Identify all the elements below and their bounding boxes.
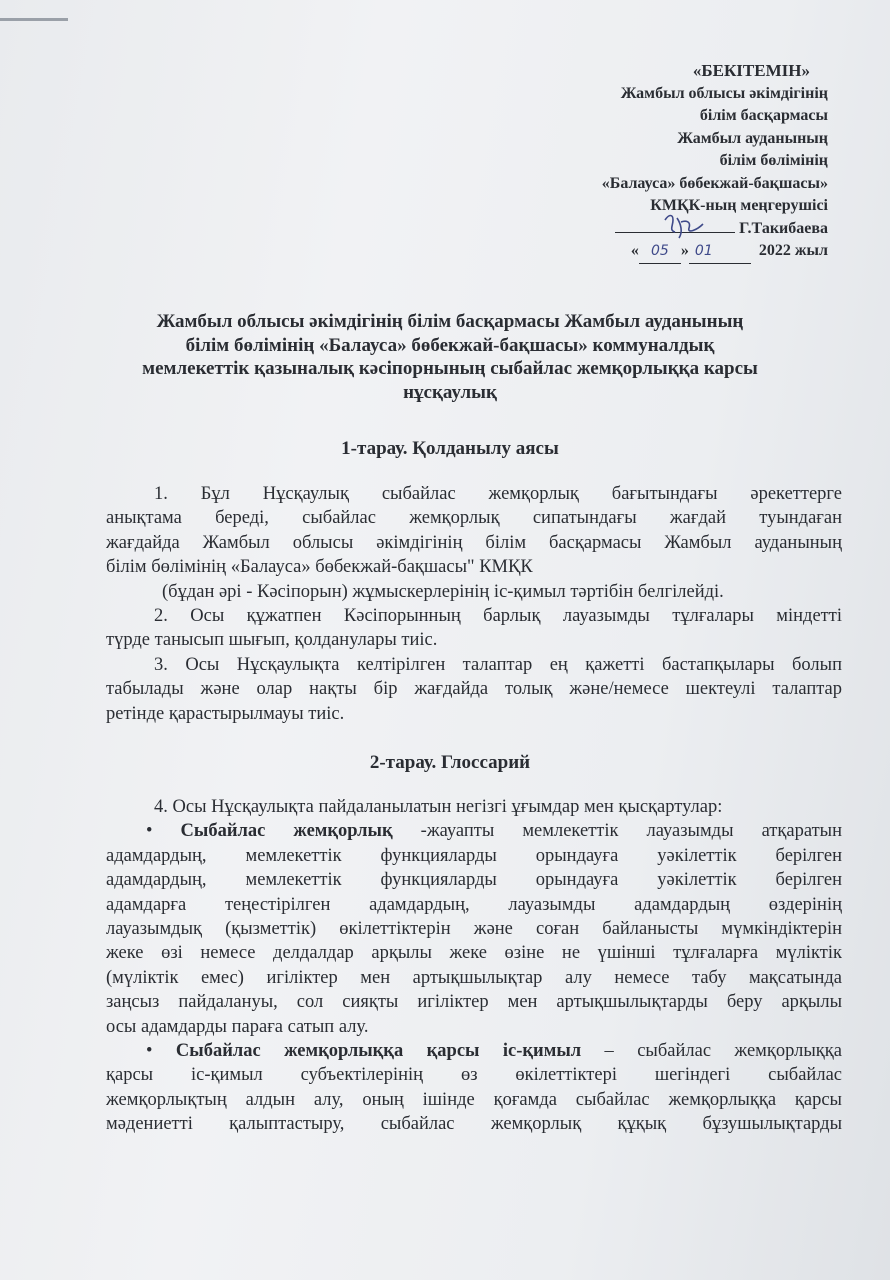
approval-line: білім басқармасы bbox=[699, 107, 828, 124]
bullet-item-first-line: • Сыбайлас жемқорлық -жауапты мемлекеттік лауазымды атқаратын bbox=[146, 821, 842, 842]
signature-row bbox=[488, 218, 828, 241]
paragraph-line: анықтама береді, сыбайлас жемқорлық сипатындағы жағдай туындаған bbox=[106, 508, 842, 529]
paragraph-line: табылады және олар нақты бір жағдайда толық және/немесе шектеулі талаптар bbox=[106, 679, 842, 700]
handwritten-signature bbox=[659, 210, 719, 240]
date-row bbox=[488, 240, 828, 264]
title-line: Жамбыл облысы әкімдігінің білім басқармасы Жамбыл ауданының bbox=[156, 311, 744, 332]
paragraph-line: 2. Осы құжатпен Кәсіпорынның барлық лауазымды тұлғалары міндетті bbox=[154, 606, 842, 627]
approval-line: білім бөлімінің bbox=[719, 152, 828, 169]
paragraph-line: жеке өзі немесе делдалдар арқылы жеке өзіне не үшінші тұлғаларға мүліктік bbox=[106, 943, 842, 964]
paragraph-line: 4. Осы Нұсқаулықта пайдаланылатын негізгі ұғымдар мен қысқартулар: bbox=[154, 797, 723, 817]
bullet-text: – сыбайлас жемқорлыққа bbox=[581, 1041, 842, 1062]
approval-line: Жамбыл ауданының bbox=[677, 129, 828, 147]
quote-open: « bbox=[630, 242, 639, 259]
bullet-item-first-line: • Сыбайлас жемқорлыққа қарсы іс-қимыл – сыбайлас жемқорлыққа bbox=[146, 1041, 842, 1062]
section-2-body bbox=[106, 795, 842, 1137]
paragraph-line: осы адамдарды параға сатып алу. bbox=[106, 1016, 369, 1037]
paragraph-line: ретінде қарастырылмауы тиіс. bbox=[106, 703, 345, 724]
scan-edge-mark bbox=[0, 18, 68, 21]
title-line: мемлекеттік қазыналық кәсіпорнының сыбайлас жемқорлыққа карсы bbox=[142, 358, 758, 379]
signatory-name: Г.Такибаева bbox=[739, 219, 828, 237]
approval-title: «БЕКІТЕМІН» bbox=[692, 61, 810, 80]
paragraph-line: заңсыз пайдалануы, сол сияқты игіліктер мен артықшылықтарды беру арқылы bbox=[106, 992, 842, 1013]
quote-close: » bbox=[680, 242, 689, 259]
paragraph-line: адамдардың, мемлекеттік функцияларды орындауға уәкілеттік берілген bbox=[106, 870, 842, 891]
paragraph-line: адамдардың, мемлекеттік функцияларды орындауға уәкілеттік берілген bbox=[106, 845, 842, 866]
date-day: 05 bbox=[639, 240, 681, 264]
paragraph-line: жемқорлықтың алдын алу, оның ішінде қоғамда сыбайлас жемқорлыққа қарсы bbox=[106, 1089, 842, 1110]
approval-line: КМҚК-ның меңгерушісі bbox=[650, 197, 828, 214]
paragraph-line: (мүліктік емес) игіліктер мен артықшылықтар алу немесе табу мақсатында bbox=[106, 967, 842, 988]
paragraph-line: білім бөлімінің «Балауса» бөбекжай-бақшасы" КМҚК bbox=[106, 557, 533, 578]
approval-line: «Балауса» бөбекжай-бақшасы» bbox=[601, 174, 828, 192]
section-1-heading: 1-тарау. Қолданылу аясы bbox=[341, 438, 559, 459]
paragraph-line: жағдайда Жамбыл облысы әкімдігінің білім басқармасы Жамбыл ауданының bbox=[106, 532, 842, 553]
approval-line: Жамбыл облысы әкімдігінің bbox=[620, 84, 828, 102]
paragraph-line: (бұдан әрі - Кәсіпорын) жұмыскерлерінің іс-қимыл тәртібін белгілейді. bbox=[162, 581, 724, 602]
paragraph-line: қарсы іс-қимыл субъектілерінің өз өкілеттіктері шегіндегі сыбайлас bbox=[106, 1065, 842, 1086]
title-line: нұсқаулық bbox=[403, 381, 497, 403]
section-1-body bbox=[106, 482, 842, 726]
approval-block bbox=[488, 60, 828, 264]
date-month: 01 bbox=[689, 240, 751, 264]
date-year: 2022 жыл bbox=[758, 242, 828, 259]
bullet-text: -жауапты мемлекеттік лауазымды атқаратын bbox=[392, 821, 842, 842]
paragraph-line: түрде танысып шығып, қолданулары тиіс. bbox=[106, 630, 438, 651]
bullet-term: Сыбайлас жемқорлыққа қарсы іс-қимыл bbox=[175, 1041, 582, 1062]
paragraph-line: мәдениетті қалыптастыру, сыбайлас жемқорлық құқық бұзушылықтарды bbox=[106, 1114, 842, 1135]
paragraph-line: 3. Осы Нұсқаулықта келтірілген талаптар ең қажетті бастапқылары болып bbox=[154, 654, 842, 675]
signature-line bbox=[615, 218, 735, 233]
paragraph-line: адамдарға теңестірілген адамдардың, лауазымды адамдардың өздерінің bbox=[106, 894, 842, 915]
paragraph-line: 1. Бұл Нұсқаулық сыбайлас жемқорлық бағытындағы әрекеттерге bbox=[154, 484, 842, 504]
bullet-term: Сыбайлас жемқорлық bbox=[180, 821, 393, 842]
document-title bbox=[100, 310, 800, 404]
section-2-heading: 2-тарау. Глоссарий bbox=[369, 752, 531, 773]
paragraph-line: лауазымдық (қызметтік) өкілеттіктерін және соған байланысты мүмкіндіктерін bbox=[106, 919, 842, 940]
title-line: білім бөлімінің «Балауса» бөбекжай-бақшасы» коммуналдық bbox=[185, 334, 715, 356]
